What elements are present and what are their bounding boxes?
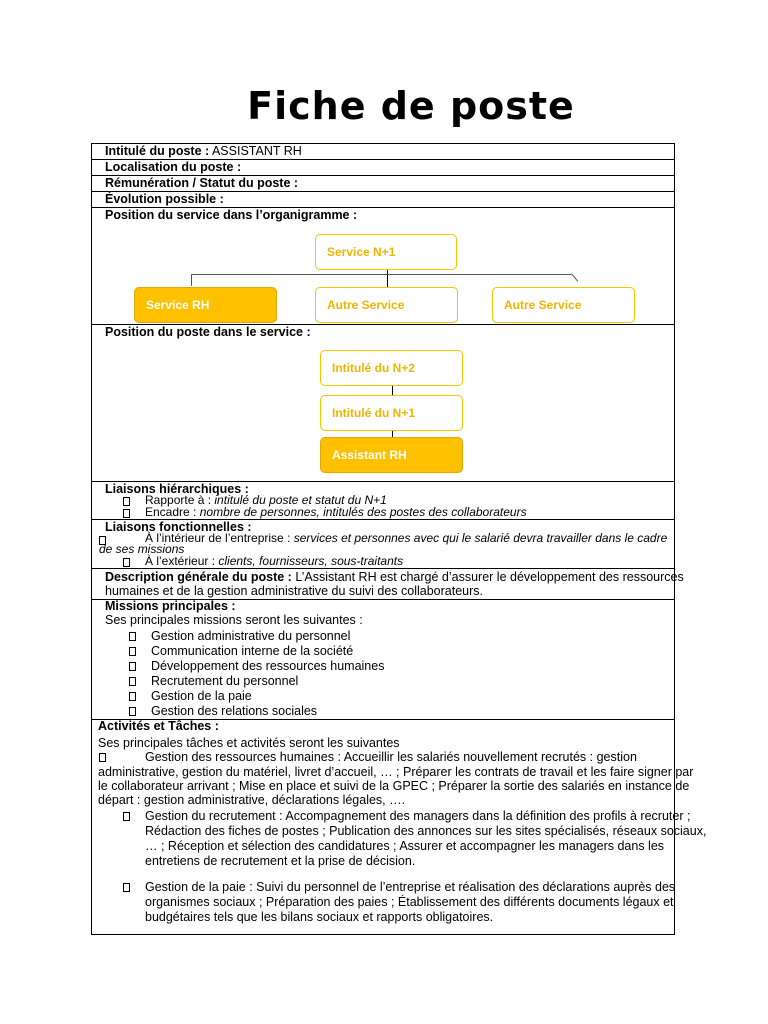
mission-item: Recrutement du personnel [151, 674, 299, 688]
liaison-prefix: À l’intérieur de l’entreprise : [145, 531, 291, 545]
activite-3-line: organismes sociaux ; Préparation des paies ; Établissement des différents documents légaux et [145, 895, 674, 909]
service-box-n2: Intitulé du N+2 [320, 350, 463, 386]
page-title: Fiche de poste [247, 84, 575, 128]
bullet-icon [129, 647, 136, 656]
description-line-1 [105, 570, 684, 585]
liaison-text: intitulé du poste et statut du N+1 [214, 493, 387, 507]
mission-item: Gestion de la paie [151, 689, 252, 703]
activite-1-line: administrative, gestion du matériel, livret d’accueil, … ; Préparer les contrats de travail et les faire signer par [98, 765, 694, 779]
mission-item: Gestion des relations sociales [151, 704, 318, 718]
bullet-icon [129, 692, 136, 701]
row-divider [92, 568, 674, 569]
bullet-icon [123, 509, 130, 518]
bullet-icon [129, 707, 136, 716]
liaison-f-item [145, 555, 403, 568]
intitule-value: ASSISTANT RH [211, 144, 302, 158]
liaison-prefix: Encadre : [145, 505, 197, 519]
activite-1-line: Gestion des ressources humaines : Accueillir les salariés nouvellement recrutés : gestion [145, 750, 637, 764]
activite-2-line: Gestion du recrutement : Accompagnement des managers dans la définition des profils à recruter ; [145, 809, 691, 823]
job-sheet-table [91, 143, 707, 935]
liaison-text: nombre de personnes, intitulés des postes des collaborateurs [199, 505, 527, 519]
org-connector [571, 273, 578, 281]
mission-item: Gestion administrative du personnel [151, 629, 351, 643]
mission-item: Communication interne de la société [151, 644, 354, 658]
activite-3-line: budgétaires tels que les bilans sociaux et rapports obligatoires. [145, 910, 494, 924]
intitule-label: Intitulé du poste : [105, 144, 210, 158]
evolution-label: Évolution possible : [105, 192, 224, 206]
description-line-2: humaines et de la gestion administrative du suivi des collaborateurs. [105, 584, 483, 598]
bullet-icon [123, 883, 130, 892]
bullet-icon [129, 662, 136, 671]
liaison-text: services et personnes avec qui le salarié devra travailler dans le cadre [293, 531, 668, 545]
position-service-label: Position du poste dans le service : [105, 325, 311, 339]
liaisons-fonctionnelles-label: Liaisons fonctionnelles : [105, 520, 252, 534]
localisation-label: Localisation du poste : [105, 160, 242, 174]
org-box-service-rh: Service RH [134, 287, 277, 323]
liaison-prefix: Rapporte à : [145, 493, 212, 507]
liaison-text: clients, fournisseurs, sous-traitants [218, 554, 404, 568]
org-connector [191, 274, 571, 275]
activite-2-line: … ; Réception et sélection des candidatures ; Assurer et accompagner les managers dans les [145, 839, 665, 853]
service-box-n1: Intitulé du N+1 [320, 395, 463, 431]
bullet-icon [99, 753, 106, 762]
bullet-icon [123, 812, 130, 821]
missions-label: Missions principales : [105, 599, 236, 613]
liaison-f-cont: de ses missions [99, 542, 185, 556]
activite-2-line: Rédaction des fiches de postes ; Publication des annonces sur les sites spécialisés, réseaux sociaux, [145, 824, 707, 838]
description-label: Description générale du poste : [105, 570, 292, 584]
activite-1-line: le collaborateur arrivant ; Mise en place et suivi de la GPEC ; Préparer la sortie des salariés en instance de [98, 779, 690, 793]
liaisons-hierarchiques-label: Liaisons hiérarchiques : [105, 482, 249, 496]
activite-3-line: Gestion de la paie : Suivi du personnel de l’entreprise et réalisation des déclarations auprès des [145, 880, 676, 894]
org-box-autre-service: Autre Service [315, 287, 458, 323]
liaison-f-item [145, 532, 667, 545]
mission-item: Développement des ressources humaines [151, 659, 385, 673]
org-box-autre-service: Autre Service [492, 287, 635, 323]
missions-intro: Ses principales missions seront les suivantes : [105, 613, 363, 627]
activite-2-line: entretiens de recrutement et la prise de décision. [145, 854, 416, 868]
activites-label: Activités et Tâches : [98, 719, 219, 733]
activites-intro: Ses principales tâches et activités seront les suivantes [98, 736, 400, 750]
org-box-service-n1: Service N+1 [315, 234, 457, 270]
activite-1-line: départ : gestion administrative, déclarations légales, …. [98, 793, 406, 807]
bullet-icon [123, 558, 130, 567]
org-connector [191, 274, 192, 286]
description-text: L’Assistant RH est chargé d’assurer le développement des ressources [295, 570, 684, 584]
bullet-icon [123, 497, 130, 506]
bullet-icon [129, 632, 136, 641]
organigramme-label: Position du service dans l’organigramme : [105, 208, 358, 222]
bullet-icon [129, 677, 136, 686]
service-box-assistant-rh: Assistant RH [320, 437, 463, 473]
liaison-h-item [145, 506, 527, 519]
liaison-prefix: À l’extérieur : [145, 554, 216, 568]
row-intitule [105, 144, 302, 159]
remuneration-label: Rémunération / Statut du poste : [105, 176, 299, 190]
